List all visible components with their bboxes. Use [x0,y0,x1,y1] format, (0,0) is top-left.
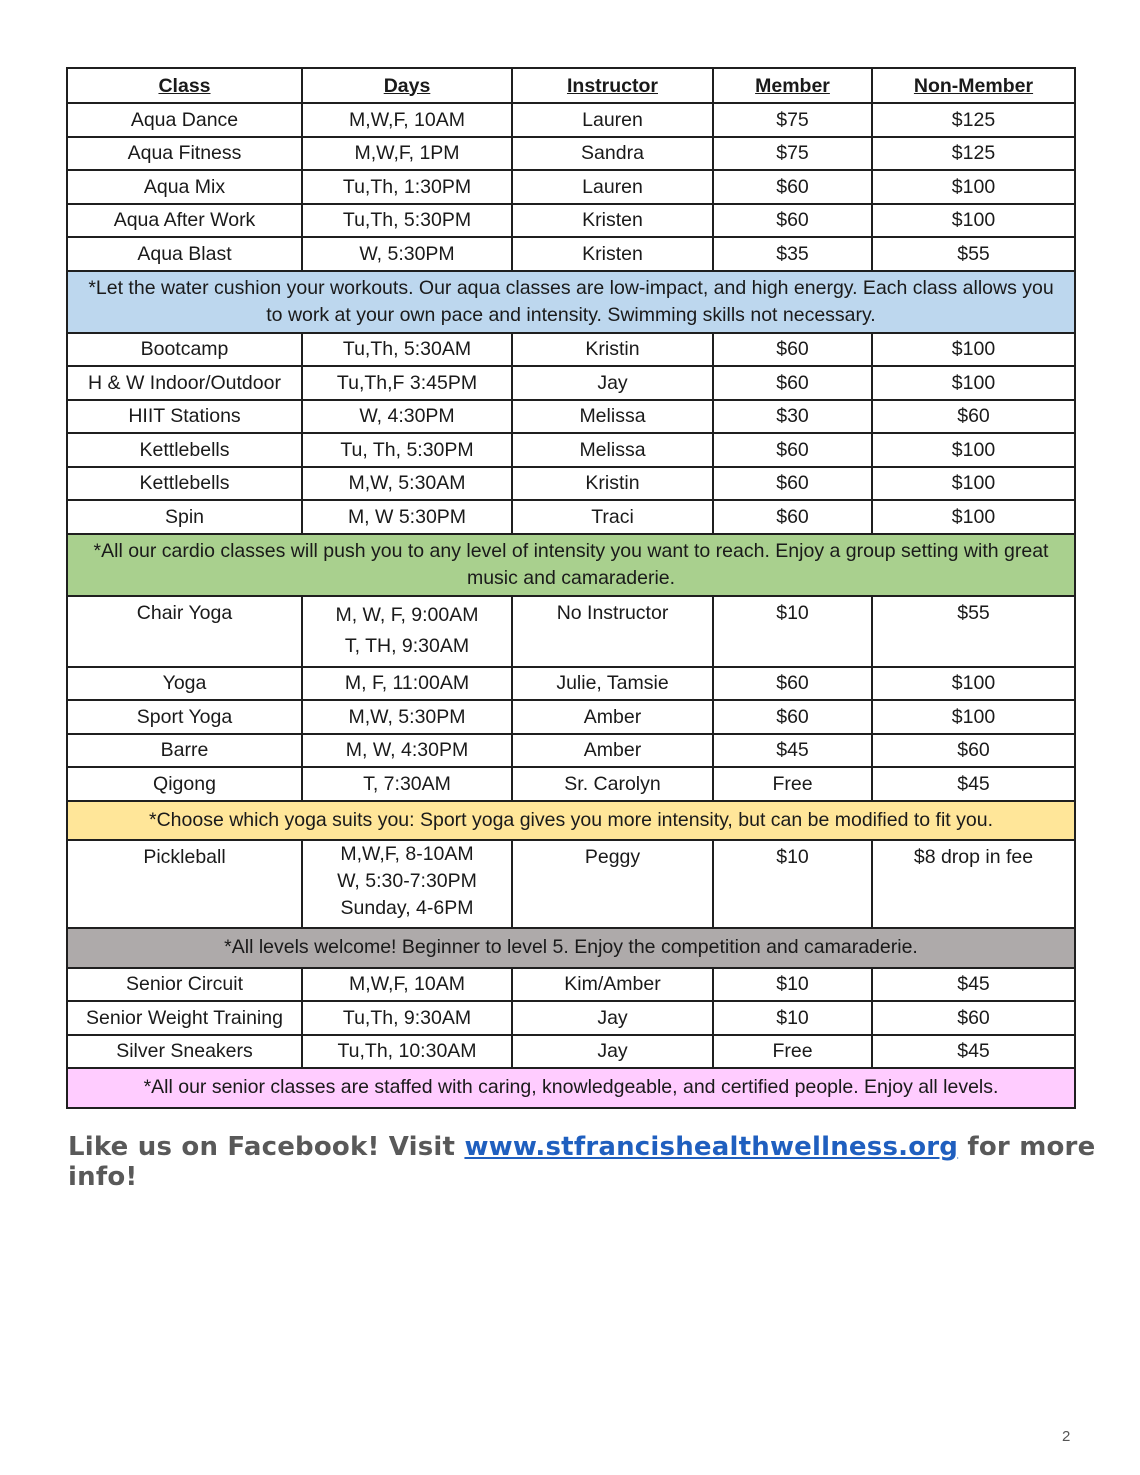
days-line: M, W, 4:30PM [345,739,469,762]
class-cell: Bootcamp [67,333,302,367]
days-line: M,W, 5:30PM [348,705,466,728]
days-cell [302,500,512,534]
member-price-cell: $10 [713,596,872,667]
days-line: W, 5:30PM [359,242,455,265]
days-line: M, F, 11:00AM [344,672,470,695]
days-cell [302,333,512,367]
class-cell: Aqua Blast [67,237,302,271]
member-price-cell: Free [713,767,872,801]
class-cell: Spin [67,500,302,534]
instructor-cell: Lauren [512,170,713,204]
instructor-cell: Jay [512,366,713,400]
member-price-cell: $60 [713,467,872,501]
class-cell: Pickleball [67,840,302,928]
schedule-body [67,103,1075,1108]
table-row [67,700,1075,734]
class-cell: Aqua Dance [67,103,302,137]
days-line: M,W,F, 10AM [349,973,465,996]
days-line: Tu,Th, 5:30PM [342,209,472,232]
non-member-price-cell: $100 [872,433,1075,467]
non-member-price-cell: $45 [872,968,1075,1002]
table-row [67,596,1075,667]
table-row [67,1035,1075,1069]
instructor-cell: Peggy [512,840,713,928]
instructor-cell: Amber [512,700,713,734]
member-price-cell: $60 [713,700,872,734]
header-class: Class [67,68,302,103]
member-price-cell: $60 [713,433,872,467]
member-price-cell: $45 [713,734,872,768]
days-line: W, 4:30PM [359,405,455,428]
instructor-cell: Julie, Tamsie [512,667,713,701]
days-cell [302,103,512,137]
class-cell: H & W Indoor/Outdoor [67,366,302,400]
member-price-cell: $75 [713,103,872,137]
non-member-price-cell: $45 [872,767,1075,801]
days-line: W, 5:30-7:30PM [337,870,477,892]
days-line: M, W, F, 9:00AM [335,603,479,626]
non-member-price-cell: $45 [872,1035,1075,1069]
section-note-row [67,271,1075,333]
non-member-price-cell: $100 [872,667,1075,701]
section-note: *All our senior classes are staffed with caring, knowledgeable, and certified people. Enjoy all levels. [67,1068,1075,1108]
days-line: M,W,F, 1PM [354,142,460,165]
instructor-cell: Kristin [512,333,713,367]
instructor-cell: Amber [512,734,713,768]
instructor-cell: Sandra [512,137,713,171]
days-cell [302,137,512,171]
table-row [67,840,1075,928]
table-row [67,333,1075,367]
days-line: Tu,Th, 5:30AM [342,338,472,361]
class-cell: Aqua Mix [67,170,302,204]
instructor-cell: Sr. Carolyn [512,767,713,801]
class-cell: Sport Yoga [67,700,302,734]
non-member-price-cell: $125 [872,137,1075,171]
table-row [67,433,1075,467]
class-cell: Kettlebells [67,433,302,467]
table-row [67,734,1075,768]
days-cell [302,667,512,701]
section-note-row [67,1068,1075,1108]
footer-prefix: Like us on Facebook! Visit [68,1132,465,1162]
header-row [67,68,1075,103]
page-number: 2 [1062,1428,1071,1445]
non-member-price-cell: $60 [872,734,1075,768]
non-member-price-cell: $60 [872,400,1075,434]
instructor-cell: Jay [512,1035,713,1069]
website-link[interactable]: www.stfrancishealthwellness.org [464,1132,959,1162]
days-line: M, W 5:30PM [347,505,467,528]
instructor-cell: Kristen [512,237,713,271]
section-note: *Choose which yoga suits you: Sport yoga gives you more intensity, but can be modified to fit you. [67,801,1075,841]
days-line: T, TH, 9:30AM [344,634,470,657]
non-member-price-cell: $100 [872,366,1075,400]
days-cell [302,734,512,768]
days-line: Sunday, 4-6PM [340,897,474,919]
member-price-cell: $75 [713,137,872,171]
section-note-row [67,534,1075,596]
table-row [67,204,1075,238]
days-cell [302,767,512,801]
member-price-cell: Free [713,1035,872,1069]
days-cell [302,400,512,434]
instructor-cell: Lauren [512,103,713,137]
instructor-cell: No Instructor [512,596,713,667]
table-row [67,667,1075,701]
days-cell [302,237,512,271]
days-cell [302,700,512,734]
days-cell [302,433,512,467]
instructor-cell: Melissa [512,433,713,467]
non-member-price-cell: $60 [872,1001,1075,1035]
days-line: T, 7:30AM [363,772,451,795]
table-row [67,1001,1075,1035]
table-row [67,500,1075,534]
section-note: *All our cardio classes will push you to any level of intensity you want to reach. Enjoy a group setting with great music and camaraderie. [67,534,1075,596]
member-price-cell: $10 [713,840,872,928]
days-line: Tu,Th, 9:30AM [342,1006,472,1029]
days-line: M,W,F, 10AM [349,108,465,131]
days-cell [302,840,512,928]
instructor-cell: Kristen [512,204,713,238]
days-line: M,W, 5:30AM [348,472,466,495]
header-instructor: Instructor [512,68,713,103]
class-cell: Kettlebells [67,467,302,501]
days-cell [302,467,512,501]
days-cell [302,968,512,1002]
section-note: *Let the water cushion your workouts. Our aqua classes are low-impact, and high energy. Each class allows you to work at your own pace and intensity. Swimming skills not necessary. [67,271,1075,333]
member-price-cell: $60 [713,170,872,204]
days-cell [302,204,512,238]
days-cell [302,1001,512,1035]
class-cell: Aqua After Work [67,204,302,238]
instructor-cell: Traci [512,500,713,534]
table-row [67,366,1075,400]
member-price-cell: $60 [713,204,872,238]
table-row [67,103,1075,137]
table-row [67,237,1075,271]
instructor-cell: Melissa [512,400,713,434]
non-member-price-cell: $55 [872,596,1075,667]
class-cell: Chair Yoga [67,596,302,667]
non-member-price-cell: $100 [872,204,1075,238]
non-member-price-cell: $100 [872,333,1075,367]
class-schedule-table [66,67,1076,1109]
class-cell: HIIT Stations [67,400,302,434]
days-line: M,W,F, 8-10AM [340,843,474,865]
member-price-cell: $30 [713,400,872,434]
days-line: Tu,Th, 10:30AM [337,1040,477,1063]
class-cell: Qigong [67,767,302,801]
member-price-cell: $60 [713,366,872,400]
instructor-cell: Jay [512,1001,713,1035]
class-cell: Barre [67,734,302,768]
member-price-cell: $10 [713,968,872,1002]
days-cell [302,596,512,667]
instructor-cell: Kim/Amber [512,968,713,1002]
header-days: Days [302,68,512,103]
non-member-price-cell: $125 [872,103,1075,137]
non-member-price-cell: $100 [872,467,1075,501]
non-member-price-cell: $100 [872,700,1075,734]
class-cell: Aqua Fitness [67,137,302,171]
footer-suffix: for more info! [68,1132,1096,1192]
class-cell: Silver Sneakers [67,1035,302,1069]
footer-message [68,1132,1140,1192]
member-price-cell: $35 [713,237,872,271]
member-price-cell: $10 [713,1001,872,1035]
class-cell: Senior Circuit [67,968,302,1002]
days-cell [302,170,512,204]
class-cell: Yoga [67,667,302,701]
member-price-cell: $60 [713,333,872,367]
section-note: *All levels welcome! Beginner to level 5. Enjoy the competition and camaraderie. [67,928,1075,968]
non-member-price-cell: $8 drop in fee [872,840,1075,928]
days-line: Tu, Th, 5:30PM [340,438,474,461]
non-member-price-cell: $100 [872,170,1075,204]
instructor-cell: Kristin [512,467,713,501]
table-row [67,400,1075,434]
header-non-member: Non-Member [872,68,1075,103]
days-cell [302,366,512,400]
section-note-row [67,928,1075,968]
non-member-price-cell: $55 [872,237,1075,271]
table-row [67,137,1075,171]
section-note-row [67,801,1075,841]
days-line: Tu,Th, 1:30PM [342,175,472,198]
non-member-price-cell: $100 [872,500,1075,534]
days-cell [302,1035,512,1069]
class-cell: Senior Weight Training [67,1001,302,1035]
table-row [67,170,1075,204]
table-row [67,767,1075,801]
table-row [67,467,1075,501]
member-price-cell: $60 [713,500,872,534]
table-row [67,968,1075,1002]
member-price-cell: $60 [713,667,872,701]
header-member: Member [713,68,872,103]
days-line: Tu,Th,F 3:45PM [336,371,478,394]
